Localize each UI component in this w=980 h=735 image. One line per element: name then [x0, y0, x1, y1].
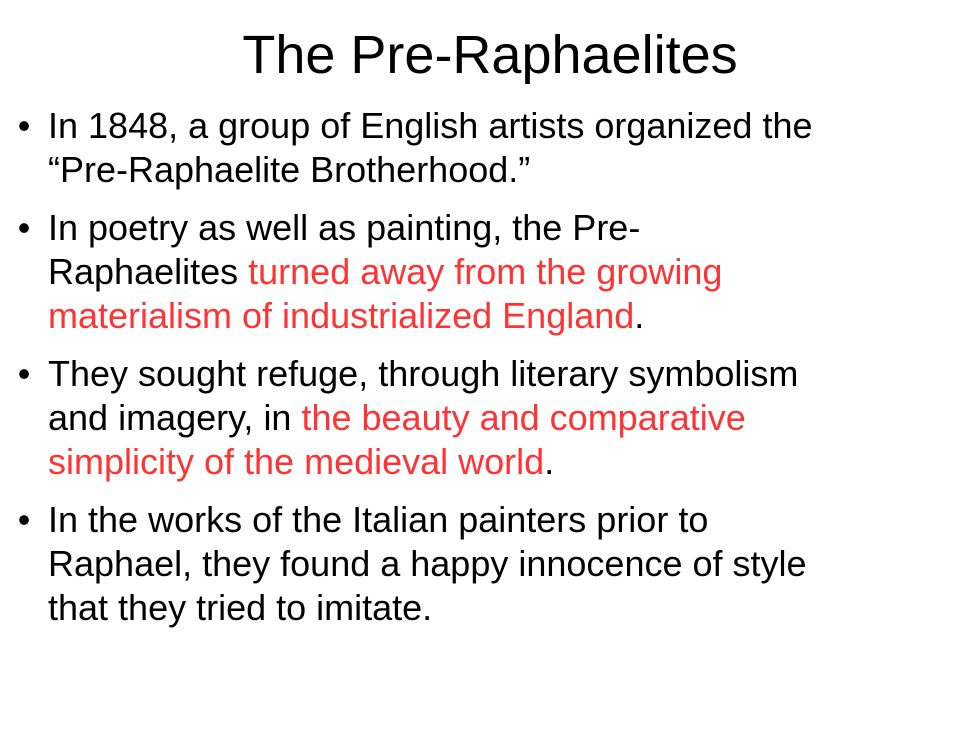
- text-run: Raphaelites: [48, 251, 249, 292]
- highlighted-text: turned away from the growing: [248, 251, 723, 292]
- bullet-marker: •: [17, 105, 31, 146]
- bullet-3-line-3: [48, 440, 974, 484]
- bullet-marker: •: [17, 207, 31, 248]
- bullet-marker: •: [17, 353, 31, 394]
- highlighted-text: materialism of industrialized England: [48, 295, 635, 336]
- bullet-list: [14, 104, 974, 644]
- text-run: In the works of the Italian painters prior to: [48, 499, 709, 540]
- text-run: and imagery, in: [48, 397, 302, 438]
- slide-title: The Pre-Raphaelites: [242, 25, 738, 85]
- text-run: In 1848, a group of English artists organized the: [48, 105, 813, 146]
- bullet-4-line-3: [48, 586, 974, 630]
- bullet-2-line-3: [48, 294, 974, 338]
- bullet-3-line-2: [48, 396, 974, 440]
- bullet-marker: •: [17, 499, 31, 540]
- text-run: They sought refuge, through literary symbolism: [48, 353, 799, 394]
- highlighted-text: simplicity of the medieval world: [48, 441, 545, 482]
- bullet-2-line-2: [48, 250, 974, 294]
- highlighted-text: the beauty and comparative: [301, 397, 746, 438]
- text-run: .: [634, 295, 645, 336]
- text-run: In poetry as well as painting, the Pre-: [48, 207, 641, 248]
- bullet-1-line-2: [48, 148, 974, 192]
- bullet-2-line-1: [48, 206, 974, 250]
- text-run: Raphael, they found a happy innocence of style: [48, 543, 807, 584]
- bullet-3-line-1: [48, 352, 974, 396]
- text-run: .: [544, 441, 555, 482]
- bullet-4-line-2: [48, 542, 974, 586]
- bullet-item-3: [14, 352, 974, 484]
- bullet-item-4: [14, 498, 974, 630]
- bullet-item-1: [14, 104, 974, 192]
- bullet-item-2: [14, 206, 974, 338]
- text-run: that they tried to imitate.: [48, 587, 433, 628]
- text-run: “Pre-Raphaelite Brotherhood.”: [48, 149, 531, 190]
- bullet-4-line-1: [48, 498, 974, 542]
- bullet-1-line-1: [48, 104, 974, 148]
